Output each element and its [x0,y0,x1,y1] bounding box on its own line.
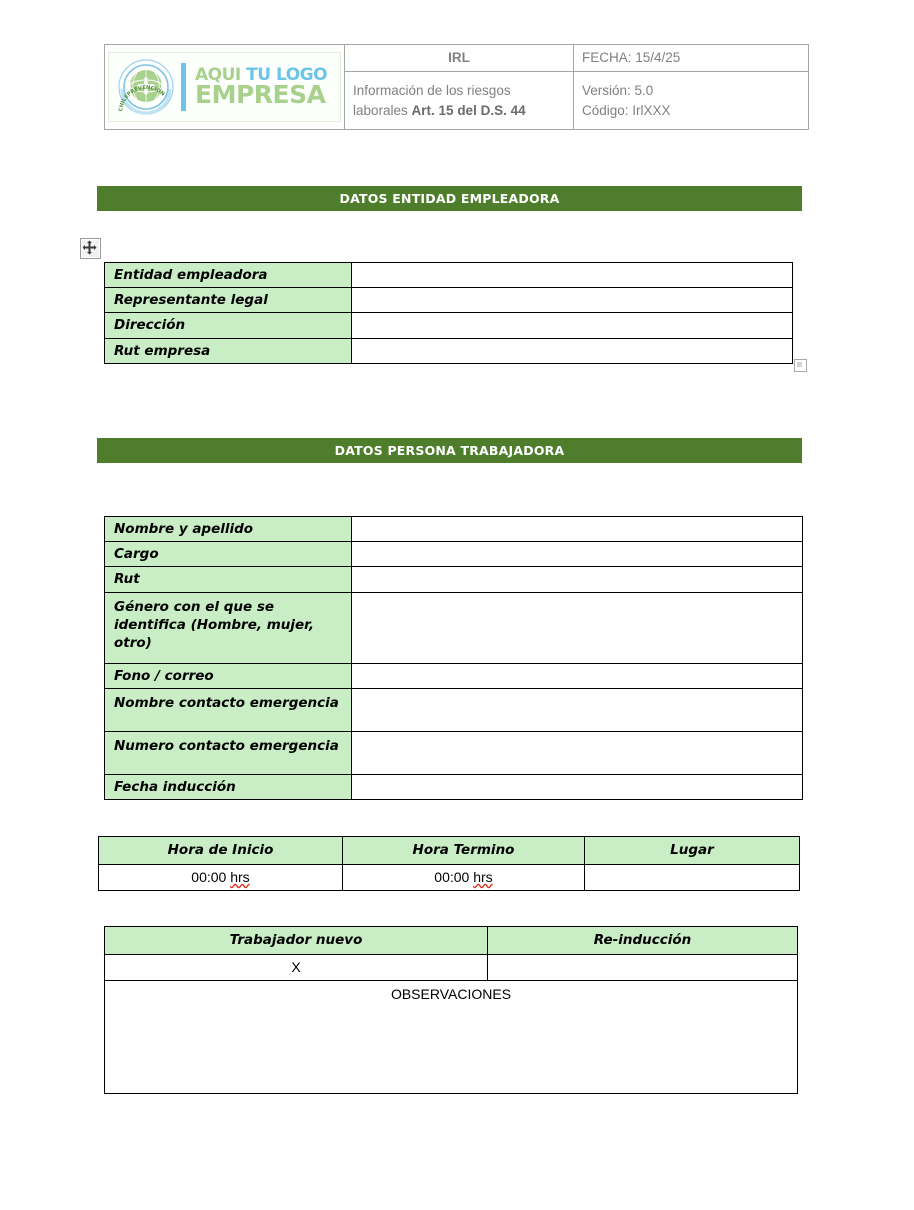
header-version: Versión: 5.0 [582,82,654,98]
header-codigo: Código: IrlXXX [582,102,671,118]
label-direccion: Dirección [105,313,352,338]
header-title-irl: IRL [345,45,574,72]
table-datos-entidad-empleadora [104,262,793,364]
logo-word-tulogo: TU LOGO [246,64,328,85]
section-banner-datos-entidad-empleadora: DATOS ENTIDAD EMPLEADORA [97,186,802,211]
table-row [105,688,803,731]
value-representante-legal[interactable] [352,288,793,313]
header-hora-de-inicio: Hora de Inicio [99,837,343,865]
logo-word-aqui: AQUI [195,64,247,85]
label-genero: Género con el que se identifica (Hombre, mujer, otro) [105,592,352,663]
table-row [105,774,803,799]
table-row [105,663,803,688]
table-row-observaciones [105,981,798,1094]
header-subtitle-plain: Información de los riesgos laborales [353,82,511,118]
table-row [105,263,793,288]
header-hora-termino: Hora Termino [343,837,585,865]
table-row [105,517,803,542]
header-fecha: FECHA: 15/4/25 [574,45,809,72]
logo-divider [181,63,186,111]
hora-termino-unit: hrs [473,869,493,886]
table-row [105,955,798,981]
observaciones-label: OBSERVACIONES [390,986,512,1002]
label-numero-contacto-emergencia: Numero contacto emergencia [105,731,352,774]
header-subtitle [345,72,574,130]
table-header-row [105,927,798,955]
value-hora-de-inicio[interactable] [99,865,343,891]
hora-inicio-unit: hrs [230,869,250,886]
value-nombre-y-apellido[interactable] [352,517,803,542]
label-nombre-y-apellido: Nombre y apellido [105,517,352,542]
label-nombre-contacto-emergencia: Nombre contacto emergencia [105,688,352,731]
value-hora-termino[interactable] [343,865,585,891]
section-banner-datos-persona-trabajadora: DATOS PERSONA TRABAJADORA [97,438,802,463]
logo-wordmark [195,64,328,110]
table-header-row [99,837,800,865]
table-row [105,567,803,592]
table-resize-handle-icon[interactable] [794,359,807,372]
value-numero-contacto-emergencia[interactable] [352,731,803,774]
table-move-handle-icon[interactable] [80,238,101,259]
value-re-induccion[interactable] [488,955,798,981]
table-row [105,288,793,313]
value-rut[interactable] [352,567,803,592]
document-header-table [104,44,809,130]
table-row [105,313,793,338]
header-meta [574,72,809,130]
label-entidad-empleadora: Entidad empleadora [105,263,352,288]
label-representante-legal: Representante legal [105,288,352,313]
hora-inicio-time: 00:00 [191,869,231,886]
value-entidad-empleadora[interactable] [352,263,793,288]
value-lugar[interactable] [585,865,800,891]
header-subtitle-bold: Art. 15 del D.S. 44 [411,102,526,118]
observaciones-cell[interactable] [105,981,798,1094]
value-fecha-induccion[interactable] [352,774,803,799]
value-trabajador-nuevo[interactable]: X [105,955,488,981]
value-genero[interactable] [352,592,803,663]
table-row [105,731,803,774]
value-fono-correo[interactable] [352,663,803,688]
value-nombre-contacto-emergencia[interactable] [352,688,803,731]
table-hora-lugar [98,836,800,891]
logo-cell [105,45,345,130]
svg-text:CHILEPREVENCION: CHILEPREVENCION [118,84,166,112]
table-row [105,592,803,663]
label-fecha-induccion: Fecha inducción [105,774,352,799]
value-rut-empresa[interactable] [352,338,793,363]
header-re-induccion: Re-inducción [488,927,798,955]
header-row-top [105,45,809,72]
table-row [105,338,793,363]
hora-termino-time: 00:00 [434,869,474,886]
table-row [99,865,800,891]
chileprevencion-globe-icon [115,56,177,118]
table-datos-persona-trabajadora [104,516,803,800]
logo-box [108,52,341,122]
logo-word-empresa: EMPRESA [195,80,326,110]
header-lugar: Lugar [585,837,800,865]
value-cargo[interactable] [352,542,803,567]
label-cargo: Cargo [105,542,352,567]
header-trabajador-nuevo: Trabajador nuevo [105,927,488,955]
label-rut: Rut [105,567,352,592]
label-fono-correo: Fono / correo [105,663,352,688]
table-induccion [104,926,798,1094]
table-row [105,542,803,567]
label-rut-empresa: Rut empresa [105,338,352,363]
value-direccion[interactable] [352,313,793,338]
